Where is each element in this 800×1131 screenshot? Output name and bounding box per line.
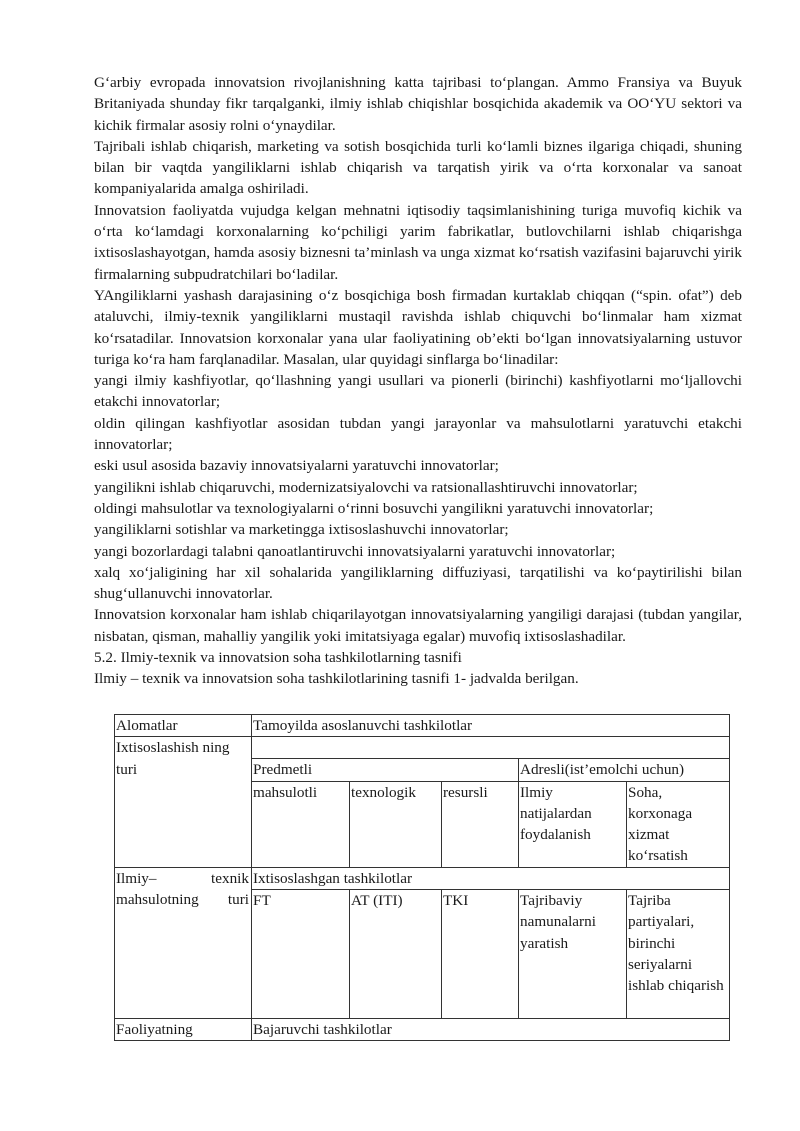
paragraph: Ilmiy – texnik va innovatsion soha tashkilotlarining tasnifi 1- jadvalda berilgan. [94, 670, 579, 688]
paragraph: G‘arbiy evropada innovatsion rivojlanishning katta tajribasi to‘plangan. Ammo Fransiya va Buyuk Britaniyada shunday fikr tarqalganki, ilmiy ishlab chiqishlar bosqichida akademik va OO‘YU sektori va kichik firmalar asosiy rolni o‘ynaydilar. [94, 74, 742, 134]
table-cell: resursli [442, 781, 519, 867]
table-cell [115, 867, 252, 1018]
table-cell: Soha, korxonaga xizmat ko‘rsatish [627, 781, 730, 867]
paragraph: Innovatsion faoliyatda vujudga kelgan mehnatni iqtisodiy taqsimlanishining turiga muvofiq kichik va o‘rta ko‘lamdagi korxonalarning ko‘pchiligi yarim fabrikatlar, butlovchilarni ishlab chiqarishga ixtisoslashayotgan, hamda asosiy biznesni ta’minlash va unga xizmat ko‘rsatish vazifasini bajaruvchi yirik firmalarning subpudratchilari bo‘ladilar. [94, 201, 742, 283]
table-cell: Faoliyatning [115, 1019, 252, 1041]
list-item: xalq xo‘jaligining har xil sohalarida yangiliklarning diffuziyasi, tarqatilishi va ko‘paytirilishi bilan shug‘ullanuvchi innovatorlar. [94, 563, 742, 603]
table-cell: Bajaruvchi tashkilotlar [252, 1019, 730, 1041]
document-body [94, 72, 742, 690]
table-cell [252, 737, 730, 759]
section-heading: 5.2. Ilmiy-texnik va innovatsion soha tashkilotlarning tasnifi [94, 649, 462, 667]
paragraph: Tajribali ishlab chiqarish, marketing va sotish bosqichida turli ko‘lamli biznes ilgariga chiqadi, shuning bilan bir vaqtda yangiliklarni ishlab chiqarish va tarqatish yirik va o‘rta korxonalar va sanoat kompaniyalarida amalga oshiriladi. [94, 137, 742, 198]
paragraph: Innovatsion korxonalar ham ishlab chiqarilayotgan innovatsiyalarning yangiligi darajasi (tubdan yangilar, nisbatan, qisman, mahalliy yangilik yoki imitatsiyaga egalar) muvofiq ixtisoslashadilar. [94, 606, 742, 645]
list-item: oldin qilingan kashfiyotlar asosidan tubdan yangi jarayonlar va mahsulotlarni yaratuvchi etakchi innovatorlar; [94, 414, 742, 454]
table-header-cell: Tamoyilda asoslanuvchi tashkilotlar [252, 715, 730, 737]
list-item: oldingi mahsulotlar va texnologiyalarni o‘rinni bosuvchi yangilikni yaratuvchi innovatorlar; [94, 499, 654, 517]
table-cell: Adresli(ist’emolchi uchun) [519, 759, 730, 781]
table-cell: FT [252, 890, 350, 1019]
table-cell-text: Ilmiy– texnik mahsulotning turi [116, 869, 249, 909]
table-cell: AT (ITI) [350, 890, 442, 1019]
table-cell: mahsulotli [252, 781, 350, 867]
list-item: eski usul asosida bazaviy innovatsiyalarni yaratuvchi innovatorlar; [94, 457, 499, 475]
list-item: yangi bozorlardagi talabni qanoatlantiruvchi innovatsiyalarni yaratuvchi innovatorlar; [94, 542, 616, 560]
table-cell: Tajribaviy namunalarni yaratish [519, 890, 627, 1019]
classification-table [114, 714, 730, 1041]
table-cell: texnologik [350, 781, 442, 867]
table-cell: Predmetli [252, 759, 519, 781]
paragraph: YAngiliklarni yashash darajasining o‘z bosqichiga bosh firmadan kurtaklab chiqqan (“spin. ofat”) deb ataluvchi, ilmiy-texnik yangiliklarni mustaqil ravishda ishlab chiquvchi bo‘linmalar ham xizmat ko‘rsatadilar. Innovatsion korxonalar yana ular faoliyatining ob’ekti bo‘lgan innovatsiyalarning ustuvor turiga ko‘ra ham farqlanadilar. Masalan, ular quyidagi sinflarga bo‘linadilar: [94, 286, 742, 368]
list-item: yangi ilmiy kashfiyotlar, qo‘llashning yangi usullari va pionerli (birinchi) kashfiyotlarni mo‘ljallovchi etakchi innovatorlar; [94, 372, 742, 411]
list-item: yangiliklarni sotishlar va marketingga ixtisoslashuvchi innovatorlar; [94, 521, 509, 539]
list-item: yangilikni ishlab chiqaruvchi, modernizatsiyalovchi va ratsionallashtiruvchi innovatorlar; [94, 478, 638, 496]
table-cell: Ixtisoslashish ning turi [115, 737, 252, 867]
table-cell: Tajriba partiyalari, birinchi seriyalarni ishlab chiqarish [627, 890, 730, 1019]
table-header-cell: Alomatlar [115, 715, 252, 737]
table-cell: TKI [442, 890, 519, 1019]
table-cell: Ilmiy natijalardan foydalanish [519, 781, 627, 867]
table-cell: Ixtisoslashgan tashkilotlar [252, 867, 730, 889]
